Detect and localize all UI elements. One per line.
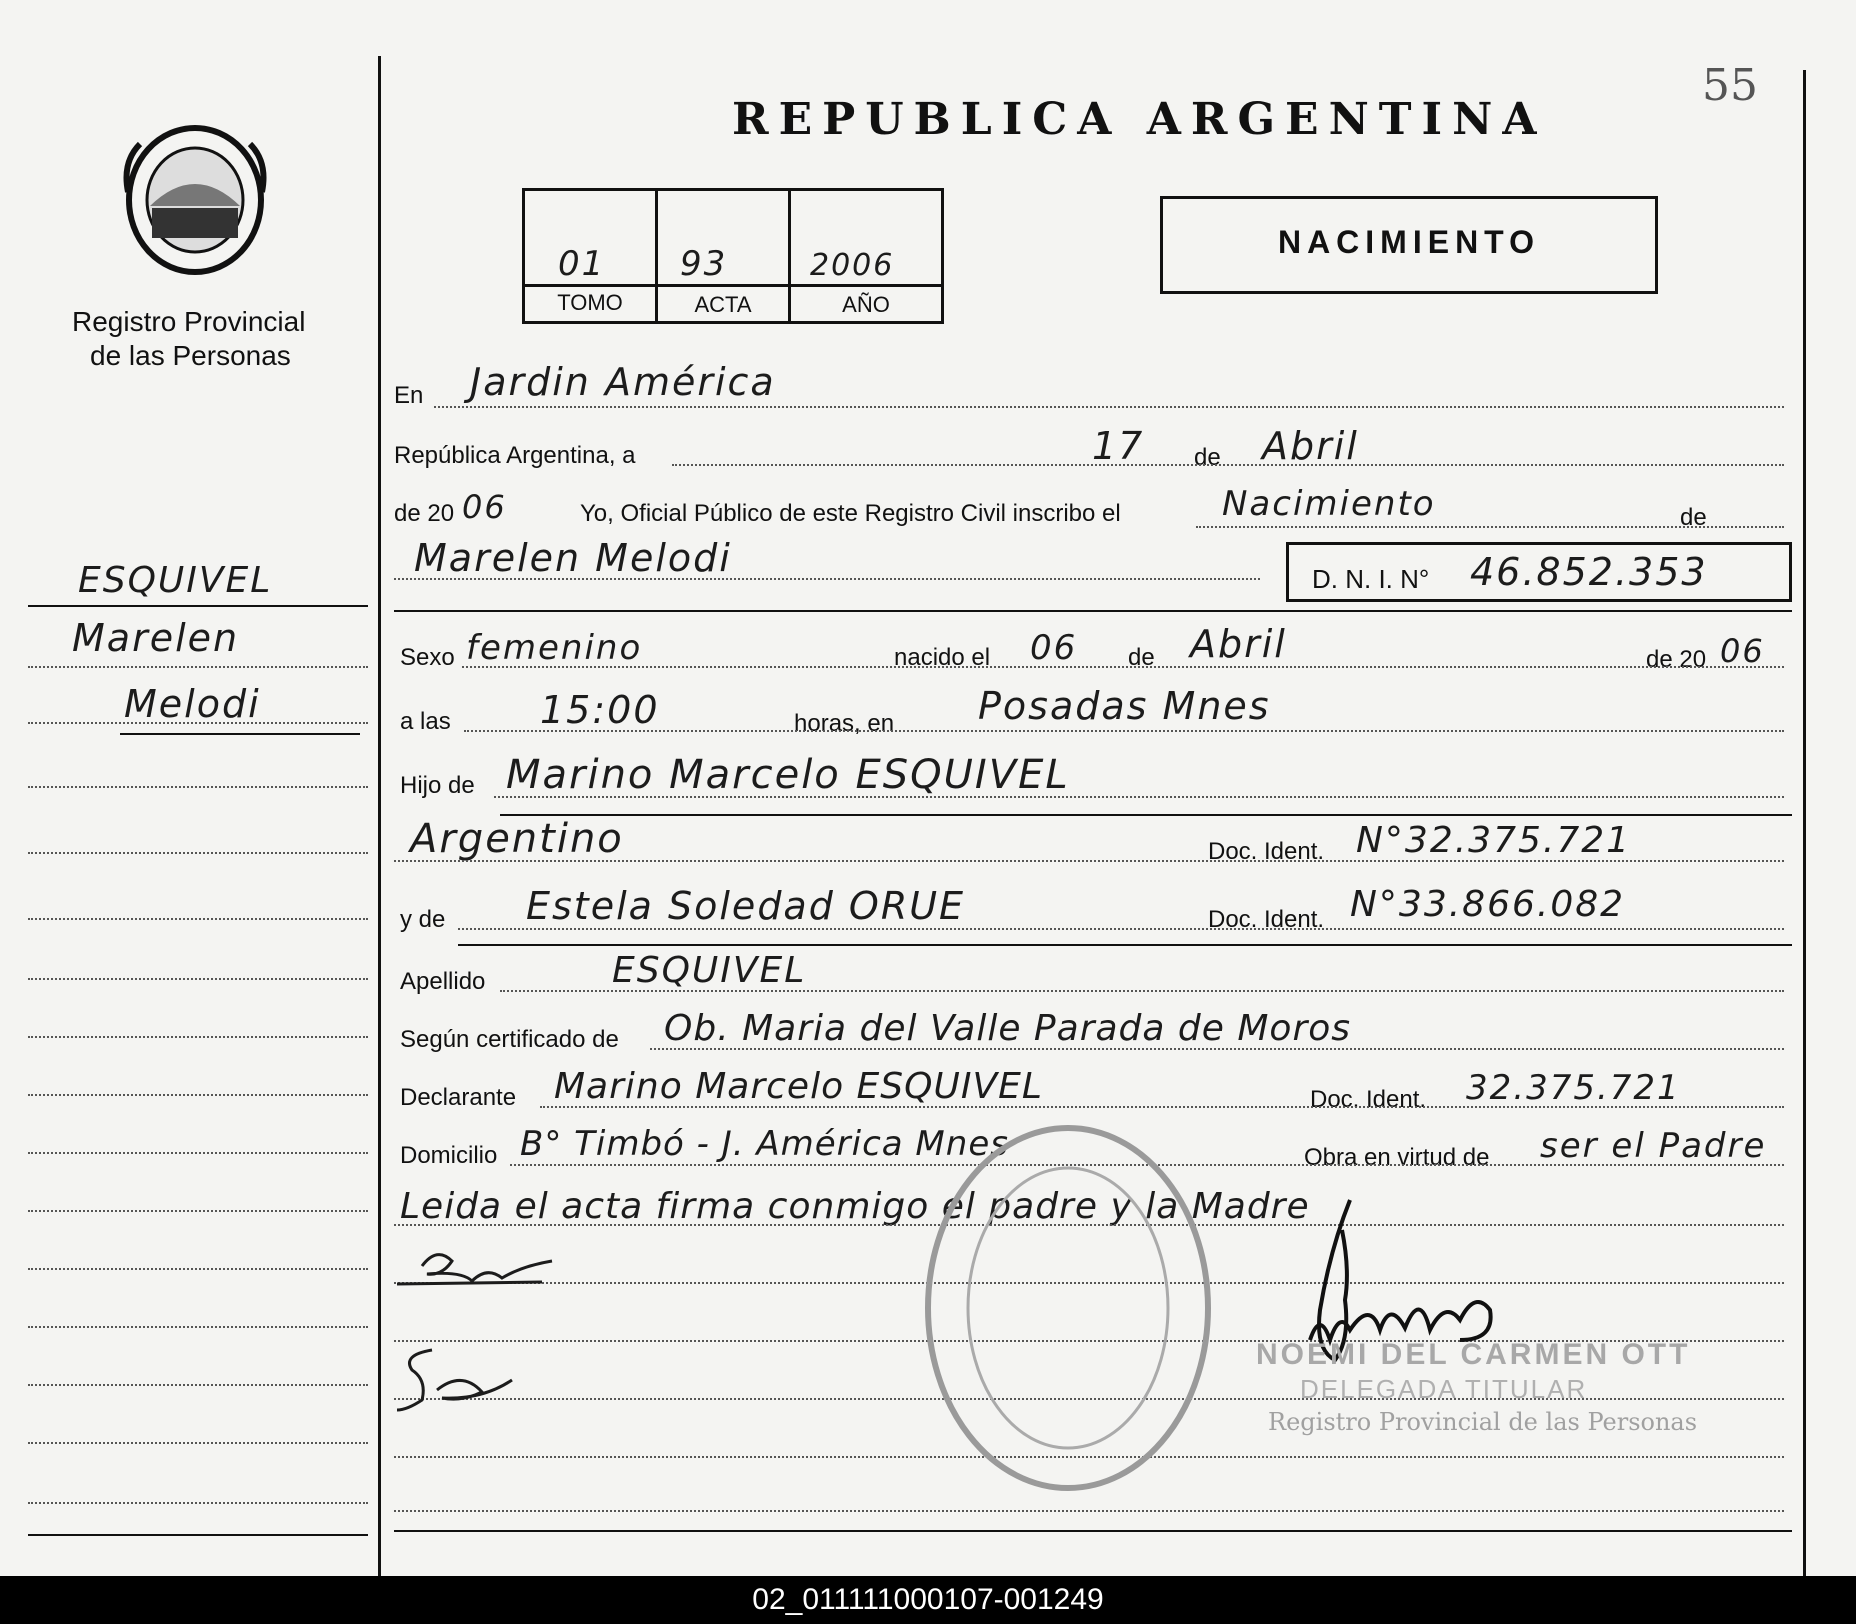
left-column-divider [378, 56, 381, 1576]
tomo-value: 01 [558, 244, 606, 284]
province-seal-emblem [120, 122, 270, 277]
acta-label: ACTA [694, 292, 752, 317]
horas-label: horas, en [794, 710, 895, 737]
declarant-initial-signature [392, 1236, 562, 1306]
obra-value: ser el Padre [1540, 1126, 1767, 1166]
official-title: DELEGADA TITULAR [1300, 1374, 1588, 1404]
mother-name: Estela Soledad ORUE [526, 884, 966, 928]
margin-line [28, 1210, 368, 1212]
form-line [458, 928, 1784, 930]
form-line [394, 1510, 1784, 1512]
de1-label: de [1194, 444, 1221, 471]
en-label: En [394, 382, 424, 409]
right-border [1803, 70, 1806, 1576]
record-type: NACIMIENTO [1277, 224, 1541, 260]
father-name: Marino Marcelo ESQUIVEL [506, 752, 1070, 798]
margin-name-underline [120, 733, 360, 735]
en-value: Jardin América [470, 360, 776, 404]
margin-line [28, 786, 368, 788]
tomo-label: TOMO [557, 290, 623, 315]
obra-label: Obra en virtud de [1304, 1144, 1490, 1171]
section-rule [500, 814, 1792, 816]
registry-name-line1: Registro Provincial [72, 306, 306, 337]
margin-line [28, 722, 368, 724]
form-line [650, 1048, 1784, 1050]
birth-day: 06 [1030, 628, 1078, 668]
margin-line [28, 852, 368, 854]
margin-line [28, 1094, 368, 1096]
mother-signature [392, 1340, 532, 1420]
sexo-label: Sexo [400, 644, 455, 671]
form-line [394, 578, 1260, 580]
domicilio-value: B° Timbó - J. América Mnes [520, 1124, 1009, 1164]
margin-name1: Marelen [72, 616, 240, 660]
father-doc: N°32.375.721 [1356, 820, 1632, 861]
declarante-label: Declarante [400, 1084, 517, 1111]
hijo-label: Hijo de [400, 772, 475, 799]
segun-value: Ob. Maria del Valle Parada de Moros [664, 1008, 1352, 1049]
anio-value: 2006 [810, 248, 895, 283]
form-line [434, 406, 1784, 408]
declarante-value: Marino Marcelo ESQUIVEL [554, 1066, 1043, 1107]
margin-underline [28, 605, 368, 607]
form-line [462, 666, 1784, 668]
yo-label: Yo, Oficial Público de este Registro Civil inscribo el [580, 500, 1121, 527]
bottom-rule [394, 1530, 1792, 1532]
republica-label: República Argentina, a [394, 442, 636, 469]
anio-label: AÑO [842, 292, 890, 317]
declarante-doc: 32.375.721 [1466, 1068, 1681, 1108]
margin-surname: ESQUIVEL [78, 560, 273, 601]
image-code-footer: 02_011111000107-001249 [0, 1576, 1856, 1624]
margin-name2: Melodi [124, 682, 261, 726]
de20-label: de 20 [1646, 646, 1707, 673]
doc3-label: Doc. Ident. [1310, 1086, 1427, 1113]
doc1-label: Doc. Ident. [1208, 838, 1325, 865]
nacido-label: nacido el [894, 644, 991, 671]
act-value: Nacimiento [1222, 484, 1436, 524]
ref-box-rule [522, 284, 944, 287]
form-line [672, 464, 1784, 466]
month-value: Abril [1262, 424, 1359, 468]
official-registry: Registro Provincial de las Personas [1268, 1408, 1698, 1436]
birth-year-suffix: 06 [1720, 632, 1765, 670]
sexo-value: femenino [466, 628, 643, 668]
margin-line [28, 978, 368, 980]
yde-label: y de [400, 906, 446, 933]
form-line [394, 860, 1784, 862]
day-value: 17 [1092, 424, 1145, 468]
closing-text: Leida el acta firma conmigo el padre y la Madre [400, 1186, 1310, 1227]
section-rule [394, 610, 1792, 612]
margin-line [28, 1384, 368, 1386]
father-nationality: Argentino [410, 816, 624, 862]
de3-label: de [1680, 504, 1707, 531]
de4-label: de [1128, 644, 1155, 671]
de2006-label: de 20 [394, 500, 455, 527]
margin-line [28, 1152, 368, 1154]
domicilio-label: Domicilio [400, 1142, 498, 1169]
margin-line [28, 1502, 368, 1504]
margin-line [28, 1326, 368, 1328]
dni-label: D. N. I. N° [1312, 564, 1430, 594]
margin-line [28, 666, 368, 668]
form-line [500, 990, 1784, 992]
official-name: NOEMI DEL CARMEN OTT [1256, 1338, 1691, 1371]
form-line [1196, 526, 1784, 528]
form-line [464, 730, 1784, 732]
margin-line [28, 1036, 368, 1038]
registry-name-line2: de las Personas [90, 340, 291, 371]
child-name: Marelen Melodi [414, 536, 732, 580]
hour-value: 15:00 [540, 688, 660, 732]
margin-line [28, 1442, 368, 1444]
apellido-value: ESQUIVEL [612, 950, 807, 991]
segun-label: Según certificado de [400, 1026, 619, 1053]
dni-value: 46.852.353 [1470, 550, 1708, 594]
margin-bottom-rule [28, 1534, 368, 1536]
country-title: REPUBLICA ARGENTINA [732, 94, 1547, 145]
alas-label: a las [400, 708, 451, 735]
mother-doc: N°33.866.082 [1350, 884, 1626, 925]
official-seal-stamp [908, 1108, 1238, 1508]
section-rule [458, 944, 1792, 946]
acta-value: 93 [680, 244, 728, 284]
margin-line [28, 1268, 368, 1270]
form-line [494, 796, 1784, 798]
place-value: Posadas Mnes [978, 684, 1271, 728]
year-suffix: 06 [462, 488, 507, 526]
doc2-label: Doc. Ident. [1208, 906, 1325, 933]
page-number: 55 [1702, 60, 1758, 111]
birth-month: Abril [1190, 622, 1287, 666]
apellido-label: Apellido [400, 968, 486, 995]
margin-line [28, 918, 368, 920]
